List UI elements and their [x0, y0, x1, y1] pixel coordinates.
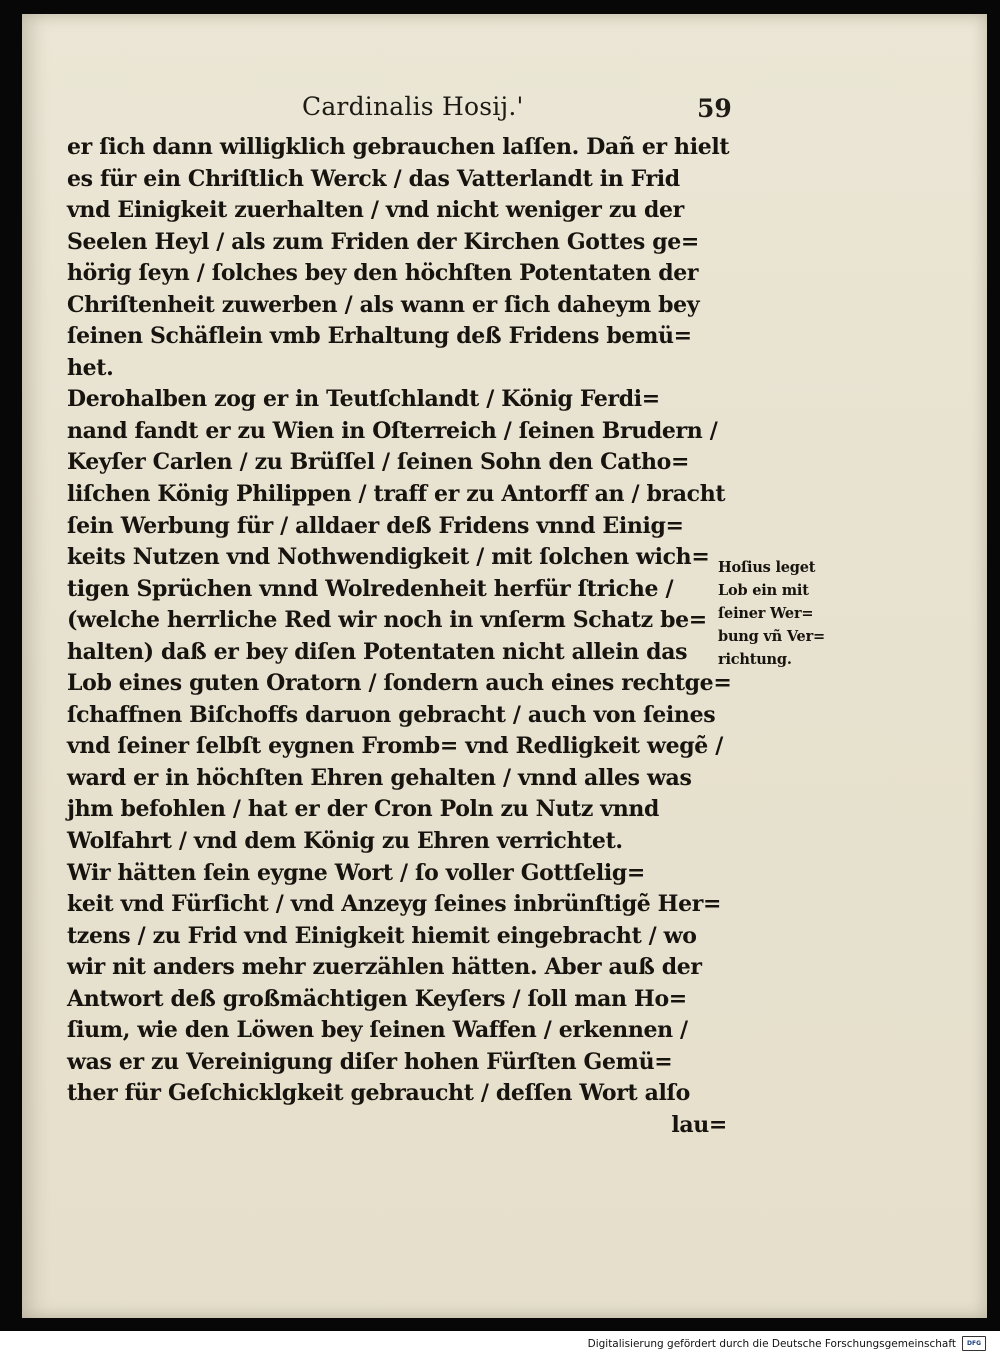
text-line: Wir hätten ſein eygne Wort / ſo voller Gottſelig= [67, 859, 645, 886]
text-line: lau= [671, 1111, 727, 1138]
text-line: Keyſer Carlen / zu Brüſſel / ſeinen Sohn den Catho= [67, 449, 690, 476]
text-line: es für ein Chriſtlich Werck / das Vatterlandt in Frid [67, 165, 680, 192]
text-line: tigen Sprüchen vnnd Wolredenheit herfür ſtriche / [67, 575, 674, 602]
book-page [22, 14, 987, 1318]
text-line: ſein Werbung für / alldaer deß Fridens vnnd Einig= [67, 512, 684, 539]
text-line: Chriſtenheit zuwerben / als wann er ſich daheym bey [67, 291, 700, 318]
text-line: ſchaffnen Biſchoffs daruon gebracht / auch von ſeines [67, 701, 716, 728]
text-line: jhm befohlen / hat er der Cron Poln zu Nutz vnnd [67, 796, 660, 823]
text-line: ſeinen Schäflein vmb Erhaltung deß Fridens bemü= [67, 323, 692, 350]
text-line: Wolfahrt / vnd dem König zu Ehren verrichtet. [67, 828, 623, 855]
dfg-logo-icon: DFG [962, 1336, 986, 1351]
text-line: halten) daß er bey diſen Potentaten nicht allein das [67, 638, 688, 665]
text-line: keit vnd Fürſicht / vnd Anzeyg ſeines inbrünſtigẽ Her= [67, 891, 722, 918]
text-line: liſchen König Philippen / traff er zu Antorff an / bracht [67, 481, 726, 508]
running-head: Cardinalis Hosij.' [302, 92, 524, 121]
text-line: ward er in höchſten Ehren gehalten / vnnd alles was [67, 764, 692, 791]
text-line: vnd ſeiner ſelbſt eygnen Fromb= vnd Redligkeit wegẽ / [67, 733, 723, 760]
text-line: hörig ſeyn / ſolches bey den höchſten Potentaten der [67, 260, 699, 287]
text-line: vnd Einigkeit zuerhalten / vnd nicht weniger zu der [67, 197, 684, 224]
digitization-credit [588, 1336, 986, 1351]
text-line: ther für Geſchicklgkeit gebraucht / deſſen Wort alſo [67, 1080, 690, 1107]
credit-text: Digitalisierung gefördert durch die Deutsche Forschungsgemeinschaft [587, 1337, 956, 1350]
text-line: keits Nutzen vnd Nothwendigkeit / mit ſolchen wich= [67, 544, 710, 571]
marginal-note-line: bung vñ Ver= [718, 628, 825, 645]
marginal-note-line: richtung. [718, 651, 792, 668]
marginal-note [718, 556, 853, 671]
text-line: Antwort deß großmächtigen Keyſers / ſoll man Ho= [67, 985, 687, 1012]
page-number: 59 [697, 94, 732, 123]
text-line: tzens / zu Frid vnd Einigkeit hiemit eingebracht / wo [67, 922, 697, 949]
text-line: het. [67, 354, 114, 381]
text-line: er ſich dann willigklich gebrauchen laſſen. Dañ er hielt [67, 134, 730, 160]
text-line: Seelen Heyl / als zum Friden der Kirchen Gottes ge= [67, 228, 699, 255]
text-line: was er zu Vereinigung diſer hohen Fürſten Gemü= [67, 1048, 673, 1075]
body-text [67, 132, 737, 1142]
marginal-note-line: Lob ein mit [718, 582, 809, 599]
text-line: nand fandt er zu Wien in Oſterreich / ſeinen Brudern / [67, 417, 718, 444]
text-line: wir nit anders mehr zuerzählen hätten. Aber auß der [67, 954, 702, 981]
marginal-note-line: Hoſius leget [718, 559, 816, 576]
text-line: ſium, wie den Löwen bey ſeinen Waffen / erkennen / [67, 1017, 688, 1044]
text-line: (welche herrliche Red wir noch in vnſerm Schatz be= [67, 607, 707, 634]
text-line: Lob eines guten Oratorn / ſondern auch eines rechtge= [67, 670, 732, 697]
marginal-note-line: ſeiner Wer= [718, 605, 814, 622]
text-line: Derohalben zog er in Teutſchlandt / König Ferdi= [67, 386, 660, 413]
